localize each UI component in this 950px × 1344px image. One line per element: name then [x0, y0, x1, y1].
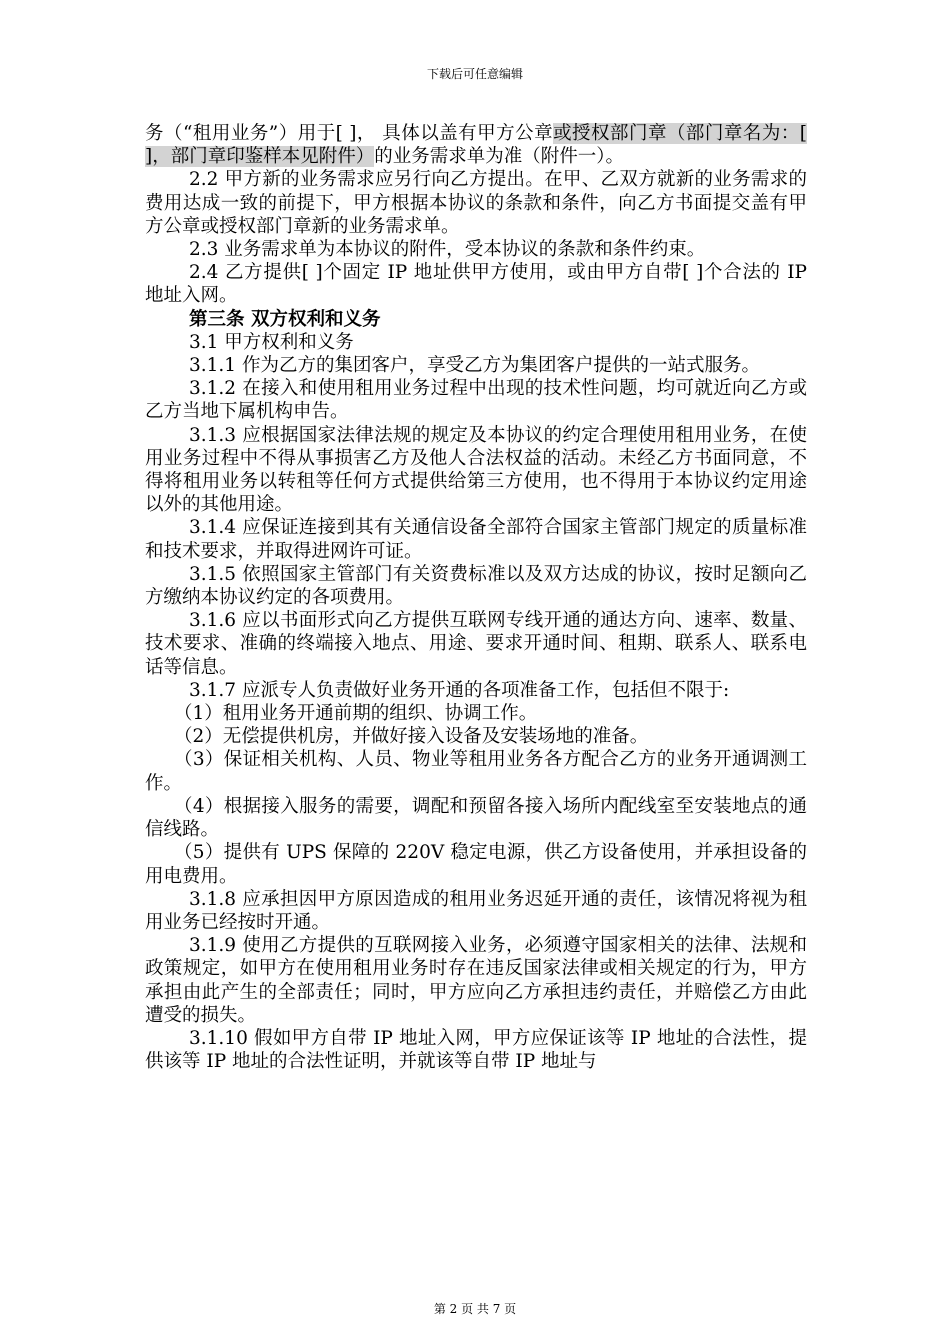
page-footer: 第 2 页 共 7 页: [433, 1302, 517, 1316]
clause-3-1-6: 3.1.6 应以书面形式向乙方提供互联网专线开通的通达方向、速率、数量、技术要求、准确的终端接入地点、用途、要求开通时间、租期、联系人、联系电话等信息。: [145, 610, 807, 678]
list-item-4: （4）根据接入服务的需要，调配和预留各接入场所内配线室至安装地点的通信线路。: [145, 795, 807, 841]
clause-3-1-10: 3.1.10 假如甲方自带 IP 地址入网，甲方应保证该等 IP 地址的合法性，提供该等 IP 地址的合法性证明，并就该等自带 IP 地址与: [145, 1027, 807, 1073]
page-header: 下载后可任意编辑: [426, 67, 523, 81]
clause-3-1-5: 3.1.5 依照国家主管部门有关资费标准以及双方达成的协议，按时足额向乙方缴纳本协议约定的各项费用。: [145, 563, 807, 609]
list-item-5: （5）提供有 UPS 保障的 220V 稳定电源，供乙方设备使用，并承担设备的用电费用。: [145, 842, 807, 887]
highlighted-text: 或授权部门章（部门章名为：[ ]，部门章印鉴样本见附件）: [145, 123, 808, 168]
clause-3-1-3: 3.1.3 应根据国家法律法规的规定及本协议的约定合理使用租用业务，在使用业务过程中不得从事损害乙方及他人合法权益的活动。未经乙方书面同意，不得将租用业务以转租等任何方式提供给第三方使用，也不得用于本协议约定用途以外的其他用途。: [145, 424, 807, 516]
document-body: [145, 122, 807, 1073]
paragraph-continuation: [145, 122, 807, 168]
list-item-3: （3）保证相关机构、人员、物业等租用业务各方配合乙方的业务开通调测工作。: [145, 749, 807, 794]
clause-3-1-8: 3.1.8 应承担因甲方原因造成的租用业务迟延开通的责任，该情况将视为租用业务已经按时开通。: [145, 888, 807, 933]
list-item-1: （1）租用业务开通前期的组织、协调工作。: [174, 703, 538, 725]
clause-3-1-9: 3.1.9 使用乙方提供的互联网接入业务，必须遵守国家相关的法律、法规和政策规定，如甲方在使用租用业务时存在违反国家法律或相关规定的行为，甲方承担由此产生的全部责任；同时，甲方应向乙方承担违约责任，并赔偿乙方由此遭受的损失。: [145, 935, 807, 1026]
clause-3-1-1: 3.1.1 作为乙方的集团客户，享受乙方为集团客户提供的一站式服务。: [189, 355, 760, 377]
clause-3-1: 3.1 甲方权利和义务: [189, 331, 354, 353]
text-run: 务（“租用业务”）用于[ ]， 具体以盖有甲方公章: [145, 123, 554, 144]
clause-2-3: 2.3 业务需求单为本协议的附件，受本协议的条款和条件约束。: [189, 239, 706, 261]
section-heading: 第三条 双方权利和义务: [189, 308, 381, 330]
clause-2-2: 2.2 甲方新的业务需求应另行向乙方提出。在甲、乙双方就新的业务需求的费用达成一致的前提下，甲方根据本协议的条款和条件，向乙方书面提交盖有甲方公章或授权部门章新的业务需求单。: [145, 169, 807, 237]
clause-3-1-2: 3.1.2 在接入和使用租用业务过程中出现的技术性问题，均可就近向乙方或乙方当地下属机构申告。: [145, 378, 807, 423]
clause-3-1-7: 3.1.7 应派专人负责做好业务开通的各项准备工作，包括但不限于:: [189, 679, 730, 701]
clause-2-4: 2.4 乙方提供[ ]个固定 IP 地址供甲方使用，或由甲方自带[ ]个合法的 IP 地址入网。: [145, 262, 807, 307]
list-item-2: （2）无偿提供机房，并做好接入设备及安装场地的准备。: [174, 726, 649, 748]
clause-3-1-4: 3.1.4 应保证连接到其有关通信设备全部符合国家主管部门规定的质量标准和技术要求，并取得进网许可证。: [145, 517, 807, 562]
text-run: 的业务需求单为准（附件一）。: [374, 146, 624, 168]
